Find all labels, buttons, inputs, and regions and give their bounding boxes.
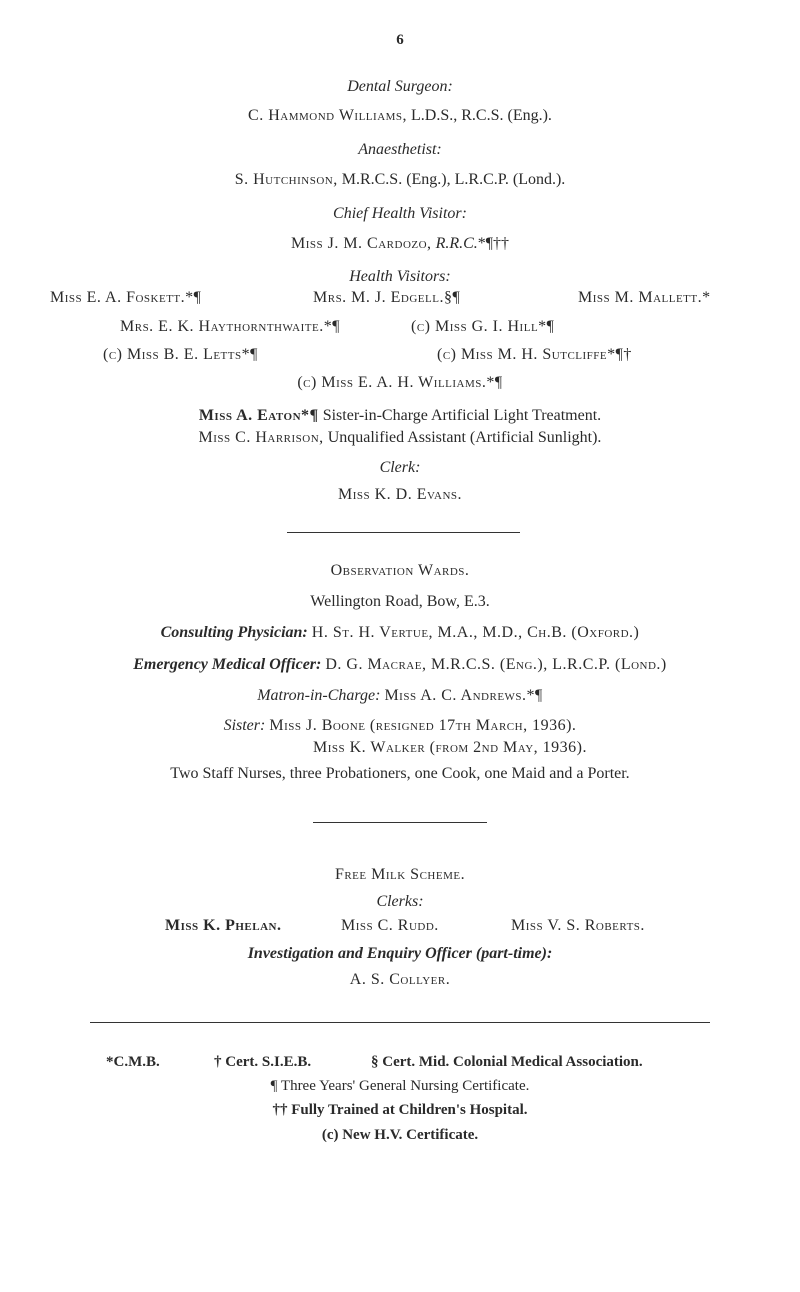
anaesthetist-heading: Anaesthetist: xyxy=(358,141,442,158)
free-milk-clerks-heading: Clerks: xyxy=(376,893,424,910)
harrison-role: Unqualified Assistant (Artificial Sunlight). xyxy=(327,429,602,446)
investigation-officer-name: A. S. Collyer. xyxy=(349,971,451,988)
section-divider xyxy=(287,532,520,533)
footnote-three-years: ¶ Three Years' General Nursing Certificate. xyxy=(270,1078,530,1094)
dental-surgeon-heading: Dental Surgeon: xyxy=(347,78,453,95)
chief-health-visitor-marks: *¶†† xyxy=(477,235,510,252)
health-visitors-heading: Health Visitors: xyxy=(349,268,451,285)
matron-entry xyxy=(0,686,800,706)
free-milk-clerk-rudd: Miss C. Rudd. xyxy=(341,917,439,934)
footnote-new-hv: (c) New H.V. Certificate. xyxy=(321,1127,479,1143)
dental-surgeon-name: C. Hammond Williams, xyxy=(248,107,408,124)
chief-health-visitor-entry xyxy=(0,234,800,254)
health-visitor-foskett: Miss E. A. Foskett.*¶ xyxy=(50,289,202,306)
free-milk-clerk-roberts: Miss V. S. Roberts. xyxy=(511,917,645,934)
anaesthetist-name: S. Hutchinson, xyxy=(234,171,338,188)
observation-staff: Two Staff Nurses, three Probationers, one Cook, one Maid and a Porter. xyxy=(170,765,630,782)
eaton-role: Sister-in-Charge Artificial Light Treatment. xyxy=(322,407,602,424)
health-visitor-hill: (c) Miss G. I. Hill*¶ xyxy=(411,318,555,335)
chief-health-visitor-name: Miss J. M. Cardozo, xyxy=(290,235,432,252)
sister-entry xyxy=(0,716,800,736)
anaesthetist-quals: M.R.C.S. (Eng.), L.R.C.P. (Lond.). xyxy=(341,171,566,188)
eaton-name: Miss A. Eaton*¶ xyxy=(198,407,319,424)
health-visitor-edgell: Mrs. M. J. Edgell.§¶ xyxy=(313,289,461,306)
health-visitor-sutcliffe: (c) Miss M. H. Sutcliffe*¶† xyxy=(437,346,632,363)
health-visitor-williams: (c) Miss E. A. H. Williams.*¶ xyxy=(297,374,503,391)
health-visitor-letts: (c) Miss B. E. Letts*¶ xyxy=(103,346,258,363)
consulting-physician-entry xyxy=(0,623,800,643)
clerk-heading: Clerk: xyxy=(379,459,421,476)
dental-surgeon-quals: L.D.S., R.C.S. (Eng.). xyxy=(411,107,552,124)
health-visitor-haythornthwaite: Mrs. E. K. Haythornthwaite.*¶ xyxy=(120,318,340,335)
investigation-officer-heading: Investigation and Enquiry Officer (part-time): xyxy=(247,945,553,962)
matron-value: Miss A. C. Andrews.*¶ xyxy=(384,687,543,704)
eaton-entry xyxy=(0,406,800,426)
anaesthetist-entry xyxy=(0,170,800,190)
chief-health-visitor-quals: R.R.C. xyxy=(435,235,478,252)
emergency-officer-label: Emergency Medical Officer: xyxy=(133,656,322,673)
sister-label: Sister: xyxy=(223,717,266,734)
harrison-name: Miss C. Harrison, xyxy=(198,429,324,446)
clerk-name: Miss K. D. Evans. xyxy=(337,486,463,503)
observation-wards-title: Observation Wards. xyxy=(330,562,470,579)
sister-value-walker: Miss K. Walker (from 2nd May, 1936). xyxy=(313,739,587,756)
consulting-physician-label: Consulting Physician: xyxy=(160,624,308,641)
footnote-fully-trained: †† Fully Trained at Children's Hospital. xyxy=(272,1102,528,1118)
observation-wards-address: Wellington Road, Bow, E.3. xyxy=(310,593,490,610)
footnote-cmb: *C.M.B. xyxy=(106,1054,160,1070)
health-visitor-mallett: Miss M. Mallett.* xyxy=(578,289,711,306)
footnote-cert-mid: § Cert. Mid. Colonial Medical Association. xyxy=(371,1054,643,1070)
section-divider xyxy=(313,822,487,823)
emergency-officer-value: D. G. Macrae, M.R.C.S. (Eng.), L.R.C.P. (Lond.) xyxy=(325,656,667,673)
matron-label: Matron-in-Charge: xyxy=(257,687,381,704)
emergency-officer-entry xyxy=(0,655,800,675)
free-milk-clerk-phelan: Miss K. Phelan. xyxy=(165,917,282,934)
harrison-entry xyxy=(0,428,800,448)
footnote-divider xyxy=(90,1022,710,1023)
dental-surgeon-entry xyxy=(0,106,800,126)
free-milk-title: Free Milk Scheme. xyxy=(334,866,466,883)
footnote-cert-sieb: † Cert. S.I.E.B. xyxy=(214,1054,312,1070)
chief-health-visitor-heading: Chief Health Visitor: xyxy=(333,205,467,222)
consulting-physician-value: H. St. H. Vertue, M.A., M.D., Ch.B. (Oxford.) xyxy=(311,624,640,641)
sister-value-boone: Miss J. Boone (resigned 17th March, 1936). xyxy=(269,717,577,734)
page-number: 6 xyxy=(396,32,404,48)
